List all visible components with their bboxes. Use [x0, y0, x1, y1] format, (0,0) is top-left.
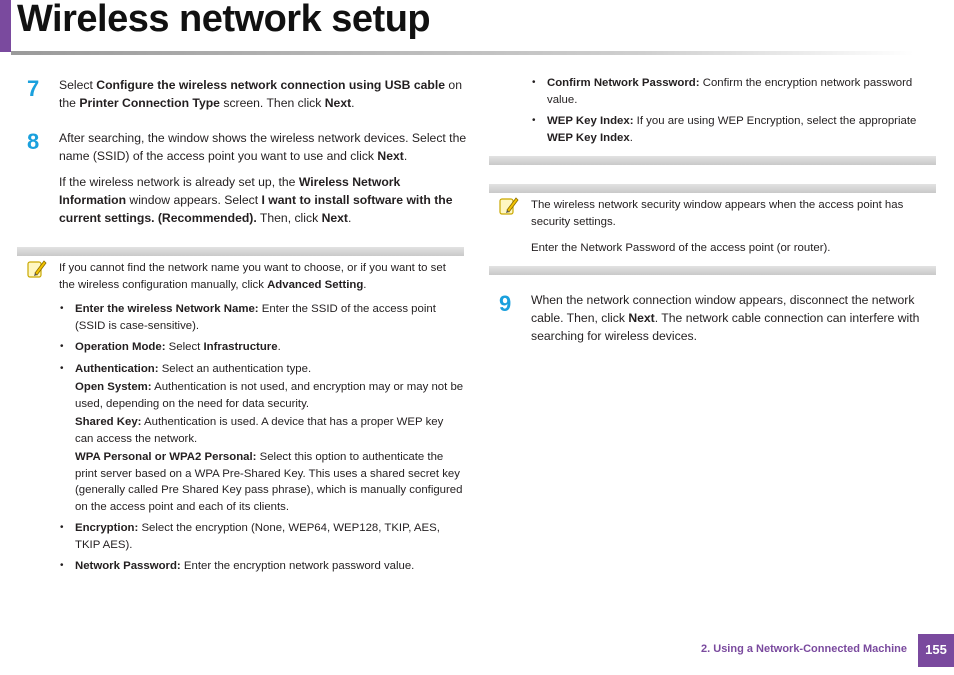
list-item: • Network Password: Enter the encryption network password value. [60, 560, 415, 572]
page-title: Wireless network setup [17, 0, 431, 40]
note-divider [489, 184, 936, 193]
title-divider [11, 51, 914, 55]
wpa-desc: WPA Personal or WPA2 Personal: Select this option to authenticate the print server based on a WPA Pre-Shared Key. This uses a shared secret key (generally called Pre Shared Key pass phrase), which is manually configured on the access point and each of its clients. [75, 451, 463, 513]
note-divider [489, 266, 936, 275]
note-pencil-icon [27, 259, 47, 279]
note-intro: If you cannot find the network name you want to choose, or if you want to set the wireless configuration manually, click Advanced Setting. [59, 262, 446, 291]
step-8-number: 8 [27, 129, 40, 154]
step-8-paragraph-2: If the wireless network is already set up, the Wireless Network Information window appears. Select I want to install software with the current settings. (Recommended). Then, click Next. [59, 175, 453, 225]
list-item: • Enter the wireless Network Name: Enter the SSID of the access point (SSID is case-sensitive). [60, 303, 436, 332]
list-item: • Encryption: Select the encryption (None, WEP64, WEP128, TKIP, AES, TKIP AES). [60, 522, 440, 551]
list-item: • Authentication: Select an authentication type. Open System: Authentication is not used, and encryption may or may not be used, depending on the need for data security. Shared Key: Authentication is used. A device that has a proper WEP key can access the network. WPA Personal or WPA2 Personal: Select this option to authenticate the print server based on a WPA Pre-Shared Key. This uses a shared secret key (generally called Pre Shared Key pass phrase), which is manually configured on the access point and each of its clients. [59, 361, 464, 516]
list-item: • Confirm Network Password: Confirm the encryption network password value. [532, 77, 913, 106]
step-9-text: When the network connection window appears, disconnect the network cable. Then, click Next. The network cable connection can interfere with searching for wireless devices. [531, 293, 920, 343]
step-9-number: 9 [499, 291, 512, 316]
title-accent-bar [0, 0, 11, 52]
step-8-paragraph-1: After searching, the window shows the wireless network devices. Select the name (SSID) of the access point you want to use and click Next. [59, 131, 467, 163]
page-number: 155 [918, 634, 954, 667]
shared-key-desc: Shared Key: Authentication is used. A device that has a proper WEP key can access the network. [75, 416, 444, 445]
section-divider [489, 156, 936, 165]
list-item: • WEP Key Index: If you are using WEP Encryption, select the appropriate WEP Key Index. [532, 115, 917, 144]
security-note-text: The wireless network security window appears when the access point has security settings. [531, 199, 904, 228]
step-7-number: 7 [27, 76, 40, 101]
password-settings-list [531, 75, 936, 151]
list-item: • Operation Mode: Select Infrastructure. [60, 341, 281, 353]
note-divider [17, 247, 464, 256]
advanced-settings-list [59, 301, 464, 580]
note-pencil-icon [499, 196, 519, 216]
footer-chapter: 2. Using a Network-Connected Machine [701, 643, 907, 655]
step-7-text: Select Configure the wireless network connection using USB cable on the Printer Connection Type screen. Then click Next. [59, 78, 462, 110]
open-system-desc: Open System: Authentication is not used, and encryption may or may not be used, depending on the need for data security. [75, 381, 464, 410]
password-note-text: Enter the Network Password of the access point (or router). [531, 242, 831, 254]
